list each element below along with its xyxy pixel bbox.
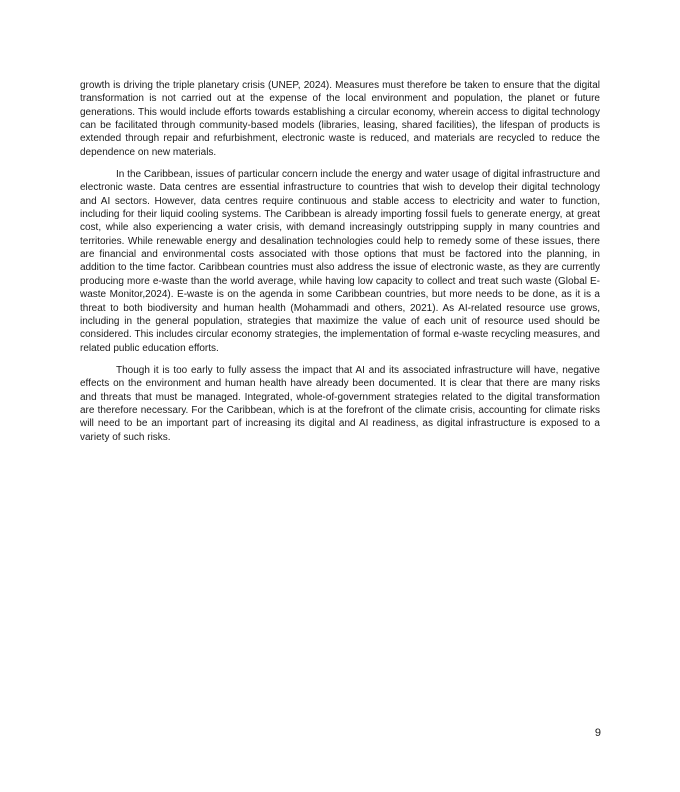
paragraph-caribbean-concerns: In the Caribbean, issues of particular concern include the energy and water usage of digital infrastructure and electronic waste. Data centres are essential infrastructure to countries that wish to develop their digital technology and AI sectors. However, data centres require continuous and stable access to electricity and water to function, including for their liquid cooling systems. The Caribbean is already importing fossil fuels to generate energy, at great cost, while also experiencing a water crisis, with demand increasingly outstripping supply in many countries and territories. While renewable energy and desalination technologies could help to remedy some of these issues, there are financial and environmental costs associated with those options that must be factored into the planning, in addition to the time factor. Caribbean countries must also address the issue of electronic waste, as they are currently producing more e-waste than the world average, while having low capacity to collect and treat such waste (Global E-waste Monitor,2024). E-waste is on the agenda in some Caribbean countries, but more needs to be done, as it is a threat to both biodiversity and human health (Mohammadi and others, 2021). As AI-related resource use grows, including in the general population, strategies that maximize the value of each unit of resource used should be considered. This includes circular economy strategies, the implementation of formal e-waste recycling measures, and related public education efforts.: [80, 169, 600, 354]
paragraph-conclusion: Though it is too early to fully assess the impact that AI and its associated infrastructure will have, negative effects on the environment and human health have already been documented. It is clear that there are many risks and threats that must be managed. Integrated, whole-of-government strategies related to the digital transformation are therefore necessary. For the Caribbean, which is at the forefront of the climate crisis, accounting for climate risks will need to be an important part of increasing its digital and AI readiness, as digital infrastructure is exposed to a variety of such risks.: [80, 364, 600, 443]
paragraph-circular-economy: growth is driving the triple planetary crisis (UNEP, 2024). Measures must therefore be taken to ensure that the digital transformation is not carried out at the expense of the local environment and population, the planet or future generations. This would include efforts towards establishing a circular economy, wherein access to digital technology can be facilitated through community-based models (libraries, leasing, shared facilities), the lifespan of products is extended through repair and refurbishment, electronic waste is reduced, and materials are recycled to reduce the dependence on new materials.: [80, 80, 600, 158]
body-text: [80, 79, 600, 453]
page-number: 9: [594, 727, 601, 739]
